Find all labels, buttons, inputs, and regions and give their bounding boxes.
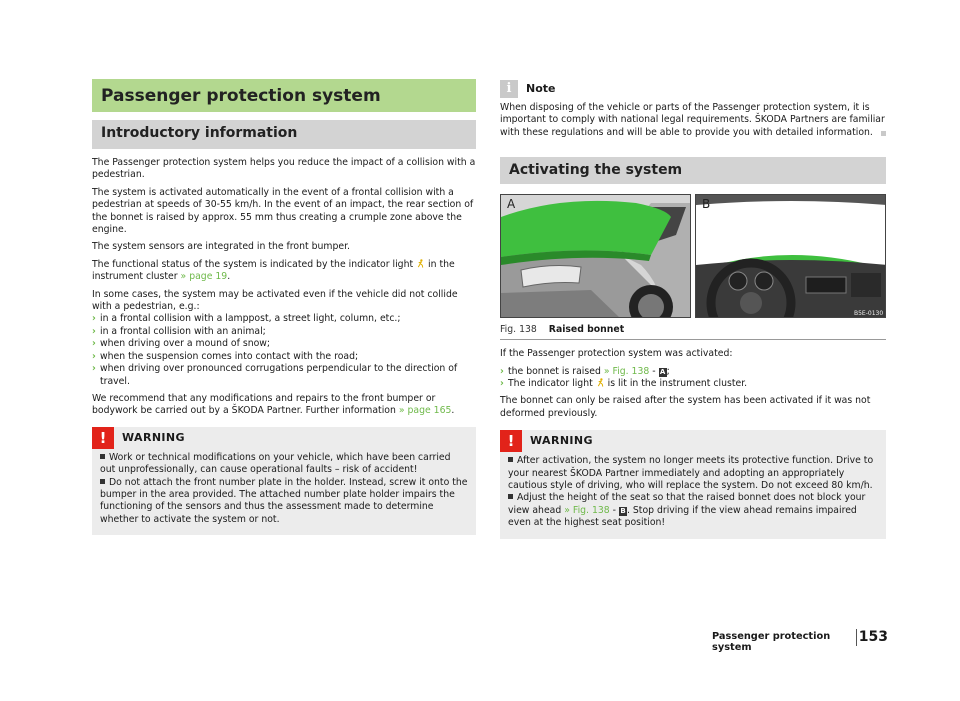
figure-code: B5E-0130 bbox=[854, 310, 884, 318]
status-paragraph: The functional status of the system is indicated by the indicator light in the instrument cluster » page 19. bbox=[92, 258, 455, 283]
warning-icon: ! bbox=[92, 427, 114, 449]
left-column bbox=[92, 79, 476, 535]
note-title: Note bbox=[526, 82, 556, 95]
right-column bbox=[500, 80, 886, 539]
page-19-link[interactable]: » page 19 bbox=[180, 271, 228, 283]
figure-panel-b bbox=[695, 194, 886, 318]
warning-box bbox=[92, 427, 476, 535]
fig-138-link[interactable]: » Fig. 138 bbox=[564, 504, 610, 516]
activating-title-bar bbox=[500, 157, 886, 184]
activated-paragraph: If the Passenger protection system was activated: bbox=[500, 348, 733, 360]
bullet-square-icon bbox=[100, 454, 105, 459]
bullet-square-icon bbox=[100, 479, 105, 484]
intro-paragraph: The Passenger protection system helps you reduce the impact of a collision with a pedestrian. bbox=[92, 157, 476, 181]
figure-panel-a bbox=[500, 194, 691, 318]
warning-item: Do not attach the front number plate in the holder. Instead, screw it onto the bumper in the area provided. The attached number plate holder impairs the functioning of the sensors and thus the assessment made to determine whether to activate the system or not. bbox=[100, 476, 468, 525]
figure-number: Fig. 138 bbox=[500, 324, 537, 336]
activation-list bbox=[500, 366, 886, 391]
figure-title: Raised bonnet bbox=[548, 324, 625, 336]
note-text: When disposing of the vehicle or parts of the Passenger protection system, it is important to comply with national legal requirements. ŠKODA Partners are familiar with these regulations and will be able to provide you with detailed information. bbox=[500, 102, 885, 138]
figure-label-a: A bbox=[507, 197, 516, 212]
bullet-square-icon bbox=[508, 494, 513, 499]
cases-paragraph: In some cases, the system may be activated even if the vehicle did not collide with a pedestrian, e.g.: bbox=[92, 288, 458, 313]
bullet-square-icon bbox=[508, 457, 513, 462]
figure-label-b: B bbox=[702, 197, 711, 212]
figure-caption bbox=[500, 322, 886, 340]
letter-b-badge: B bbox=[620, 506, 626, 515]
list-item: › in a frontal collision with a lamppost, a street light, column, etc.; bbox=[92, 313, 401, 325]
footer-section-label: Passenger protection system bbox=[712, 631, 831, 653]
driver-view-illustration bbox=[696, 195, 886, 318]
list-item: › The indicator light is lit in the instrument cluster. bbox=[500, 378, 748, 390]
page-number: 153 bbox=[858, 629, 888, 645]
note-header bbox=[500, 80, 886, 98]
warning-title: WARNING bbox=[530, 434, 593, 448]
list-item: › in a frontal collision with an animal; bbox=[92, 325, 266, 337]
deformed-paragraph: The bonnet can only be raised after the system has been activated if it was not deformed previously. bbox=[500, 395, 871, 419]
section-title-bar bbox=[92, 79, 476, 112]
list-item: › when driving over a mound of snow; bbox=[92, 338, 271, 350]
chevron-right-icon: › bbox=[500, 365, 504, 377]
chevron-right-icon: › bbox=[92, 363, 96, 375]
page-footer bbox=[712, 629, 888, 653]
warning-title: WARNING bbox=[122, 430, 185, 444]
pedestrian-protection-icon bbox=[596, 378, 605, 387]
figure-raised-bonnet bbox=[500, 194, 886, 318]
warning-item: After activation, the system no longer meets its protective function. Drive to your nearest ŠKODA Partner immediately and adopting an appropriately cautious style of driving, who will replace the system. Do not exceed 80 km/h. bbox=[508, 455, 874, 492]
warning-icon: ! bbox=[500, 430, 522, 452]
warning-box bbox=[500, 430, 886, 538]
page-165-link[interactable]: » page 165 bbox=[398, 405, 452, 417]
section-end-mark bbox=[881, 131, 886, 136]
chevron-right-icon: › bbox=[500, 378, 504, 390]
activation-paragraph: The system is activated automatically in the event of a frontal collision with a pedestrian at speeds of 30-55 km/h. In the event of an impact, the rear section of the bonnet is raised by approx. 55 mm thus creating a crumple zone above the engine. bbox=[92, 186, 474, 236]
chevron-right-icon: › bbox=[92, 313, 96, 325]
info-icon: i bbox=[500, 80, 518, 98]
chevron-right-icon: › bbox=[92, 350, 96, 362]
subsection-title-bar bbox=[92, 120, 476, 149]
subsection-title: Introductory information bbox=[101, 125, 298, 141]
pedestrian-protection-icon bbox=[416, 259, 425, 268]
car-bonnet-illustration bbox=[501, 195, 691, 318]
list-item: › when the suspension comes into contact with the road; bbox=[92, 350, 359, 362]
chevron-right-icon: › bbox=[92, 325, 96, 337]
list-item: › when driving over pronounced corrugations perpendicular to the direction of travel. bbox=[92, 363, 458, 387]
warning-item: Adjust the height of the seat so that the raised bonnet does not block your view ahead » Fig. 138 - B. Stop driving if the view ahead remains impaired even at the highest seat position! bbox=[508, 492, 866, 529]
list-item: › the bonnet is raised » Fig. 138 - A; bbox=[500, 365, 670, 377]
footer-divider bbox=[856, 629, 857, 646]
section-title: Passenger protection system bbox=[101, 86, 381, 106]
warning-item: Work or technical modifications on your vehicle, which have been carried out unprofessionally, can cause operational faults – risk of accident! bbox=[100, 451, 451, 476]
chevron-right-icon: › bbox=[92, 338, 96, 350]
sensors-paragraph: The system sensors are integrated in the front bumper. bbox=[92, 241, 351, 253]
cases-list bbox=[92, 313, 476, 387]
letter-a-badge: A bbox=[659, 367, 666, 376]
fig-138-link[interactable]: » Fig. 138 bbox=[603, 365, 650, 377]
recommend-paragraph: We recommend that any modifications and repairs to the front bumper or bodywork be carried out by a ŠKODA Partner. Further information » page 165. bbox=[92, 392, 455, 417]
activating-title: Activating the system bbox=[509, 162, 683, 179]
